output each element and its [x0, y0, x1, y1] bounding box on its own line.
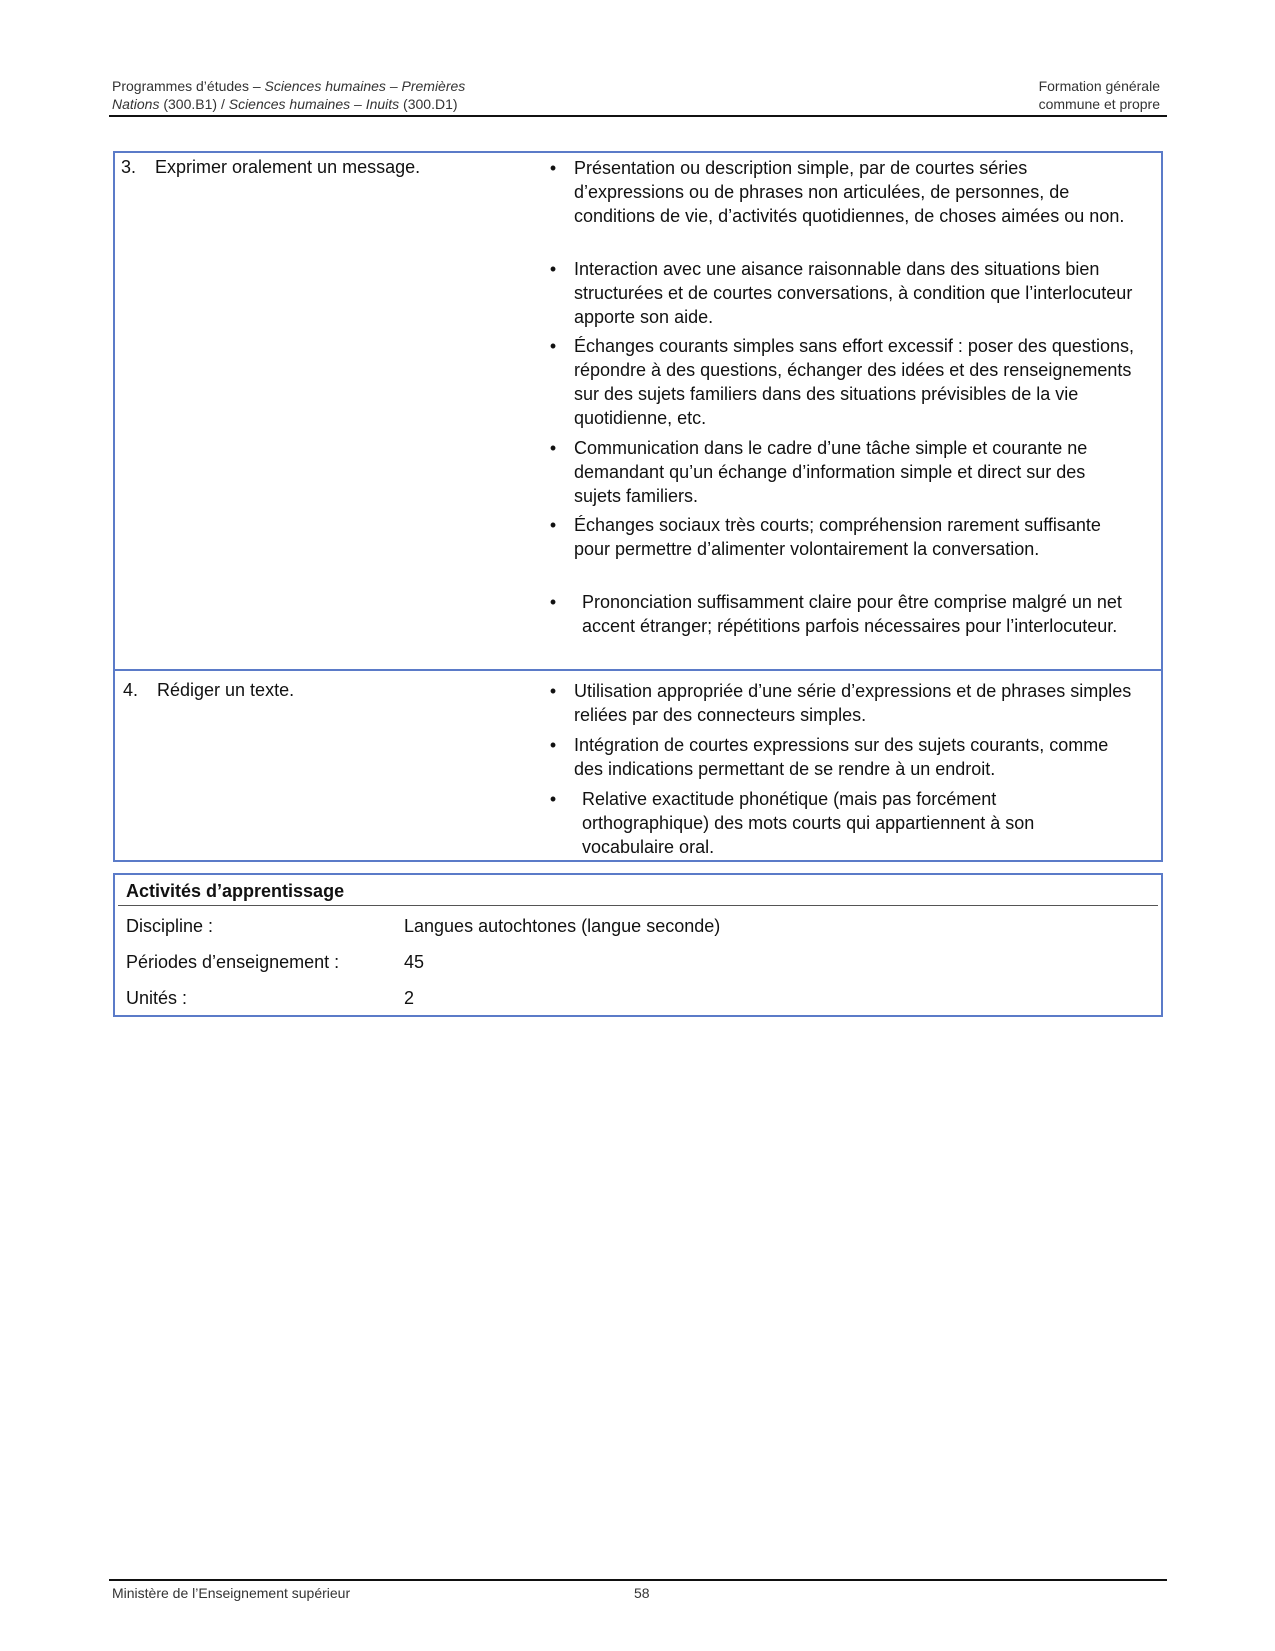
outcome-3-title [121, 156, 420, 178]
bullet-icon: • [549, 336, 557, 356]
criterion-text: Échanges courants simples sans effort excessif : poser des questions, répondre à des questions, échanger des idées et des renseignements sur des sujets familiers dans des situations prévisibles de la vie quotidienne, etc. [574, 336, 1134, 428]
criterion-item [549, 513, 1134, 561]
activities-title: Activités d’apprentissage [126, 881, 345, 901]
footer-divider [109, 1579, 1167, 1581]
footer-ministry: Ministère de l’Enseignement supérieur [112, 1585, 351, 1601]
page-number: 58 [634, 1585, 650, 1601]
bullet-icon: • [549, 515, 557, 535]
bullet-icon: • [549, 438, 557, 458]
header-left-line-1: Programmes d’études – Sciences humaines – Premières [112, 78, 466, 94]
criterion-text: Prononciation suffisamment claire pour être comprise malgré un net accent étranger; répétitions parfois nécessaires pour l’interlocuteur. [582, 592, 1122, 636]
units-label: Unités : [126, 988, 188, 1008]
bullet-icon: • [549, 681, 557, 701]
outcome-text: Rédiger un texte. [157, 680, 295, 700]
bullet-icon: • [549, 789, 557, 809]
criterion-text: Intégration de courtes expressions sur des sujets courants, comme des indications permettant de se rendre à un endroit. [574, 735, 1109, 779]
bullet-icon: • [549, 735, 557, 755]
criterion-item [549, 436, 1134, 508]
running-header-left [112, 77, 612, 113]
header-right-line-2: commune et propre [1038, 96, 1160, 112]
outcome-text: Exprimer oralement un message. [155, 157, 421, 177]
criterion-text: Relative exactitude phonétique (mais pas forcément orthographique) des mots courts qui appartiennent à son vocabulaire oral. [582, 789, 1035, 857]
periods-value: 45 [404, 952, 425, 972]
header-left-line-2: Nations (300.B1) / Sciences humaines – Inuits (300.D1) [112, 96, 458, 112]
criterion-item [549, 787, 1112, 859]
criterion-item [549, 257, 1134, 329]
criterion-item [549, 334, 1134, 430]
bullet-icon: • [549, 259, 557, 279]
criterion-text: Interaction avec une aisance raisonnable dans des situations bien structurées et de courtes conversations, à condition que l’interlocuteur apporte son aide. [574, 259, 1133, 327]
criterion-text: Présentation ou description simple, par de courtes séries d’expressions ou de phrases non articulées, de personnes, de conditions de vie, d’activités quotidiennes, de choses aimées ou non. [574, 158, 1125, 226]
criterion-text: Communication dans le cadre d’une tâche simple et courante ne demandant qu’un échange d’information simple et direct sur des sujets familiers. [574, 438, 1088, 506]
criterion-item [549, 733, 1134, 781]
criterion-item [549, 156, 1134, 228]
outcome-4-title [123, 679, 294, 701]
activities-divider [118, 905, 1158, 906]
outcome-number: 4. [123, 680, 139, 700]
units-value: 2 [404, 988, 415, 1008]
criterion-text: Utilisation appropriée d’une série d’expressions et de phrases simples reliées par des connecteurs simples. [574, 681, 1132, 725]
discipline-label: Discipline : [126, 916, 214, 936]
header-right-line-1: Formation générale [1038, 78, 1160, 94]
table-row-divider [113, 669, 1163, 671]
periods-label: Périodes d’enseignement : [126, 952, 340, 972]
criterion-text: Échanges sociaux très courts; compréhension rarement suffisante pour permettre d’alimenter volontairement la conversation. [574, 515, 1101, 559]
discipline-value: Langues autochtones (langue seconde) [404, 916, 721, 936]
criterion-item [549, 679, 1134, 727]
criterion-item [549, 590, 1134, 638]
bullet-icon: • [549, 592, 557, 612]
running-header-right [960, 77, 1160, 113]
bullet-icon: • [549, 158, 557, 178]
outcome-number: 3. [121, 157, 137, 177]
header-divider [109, 115, 1167, 117]
